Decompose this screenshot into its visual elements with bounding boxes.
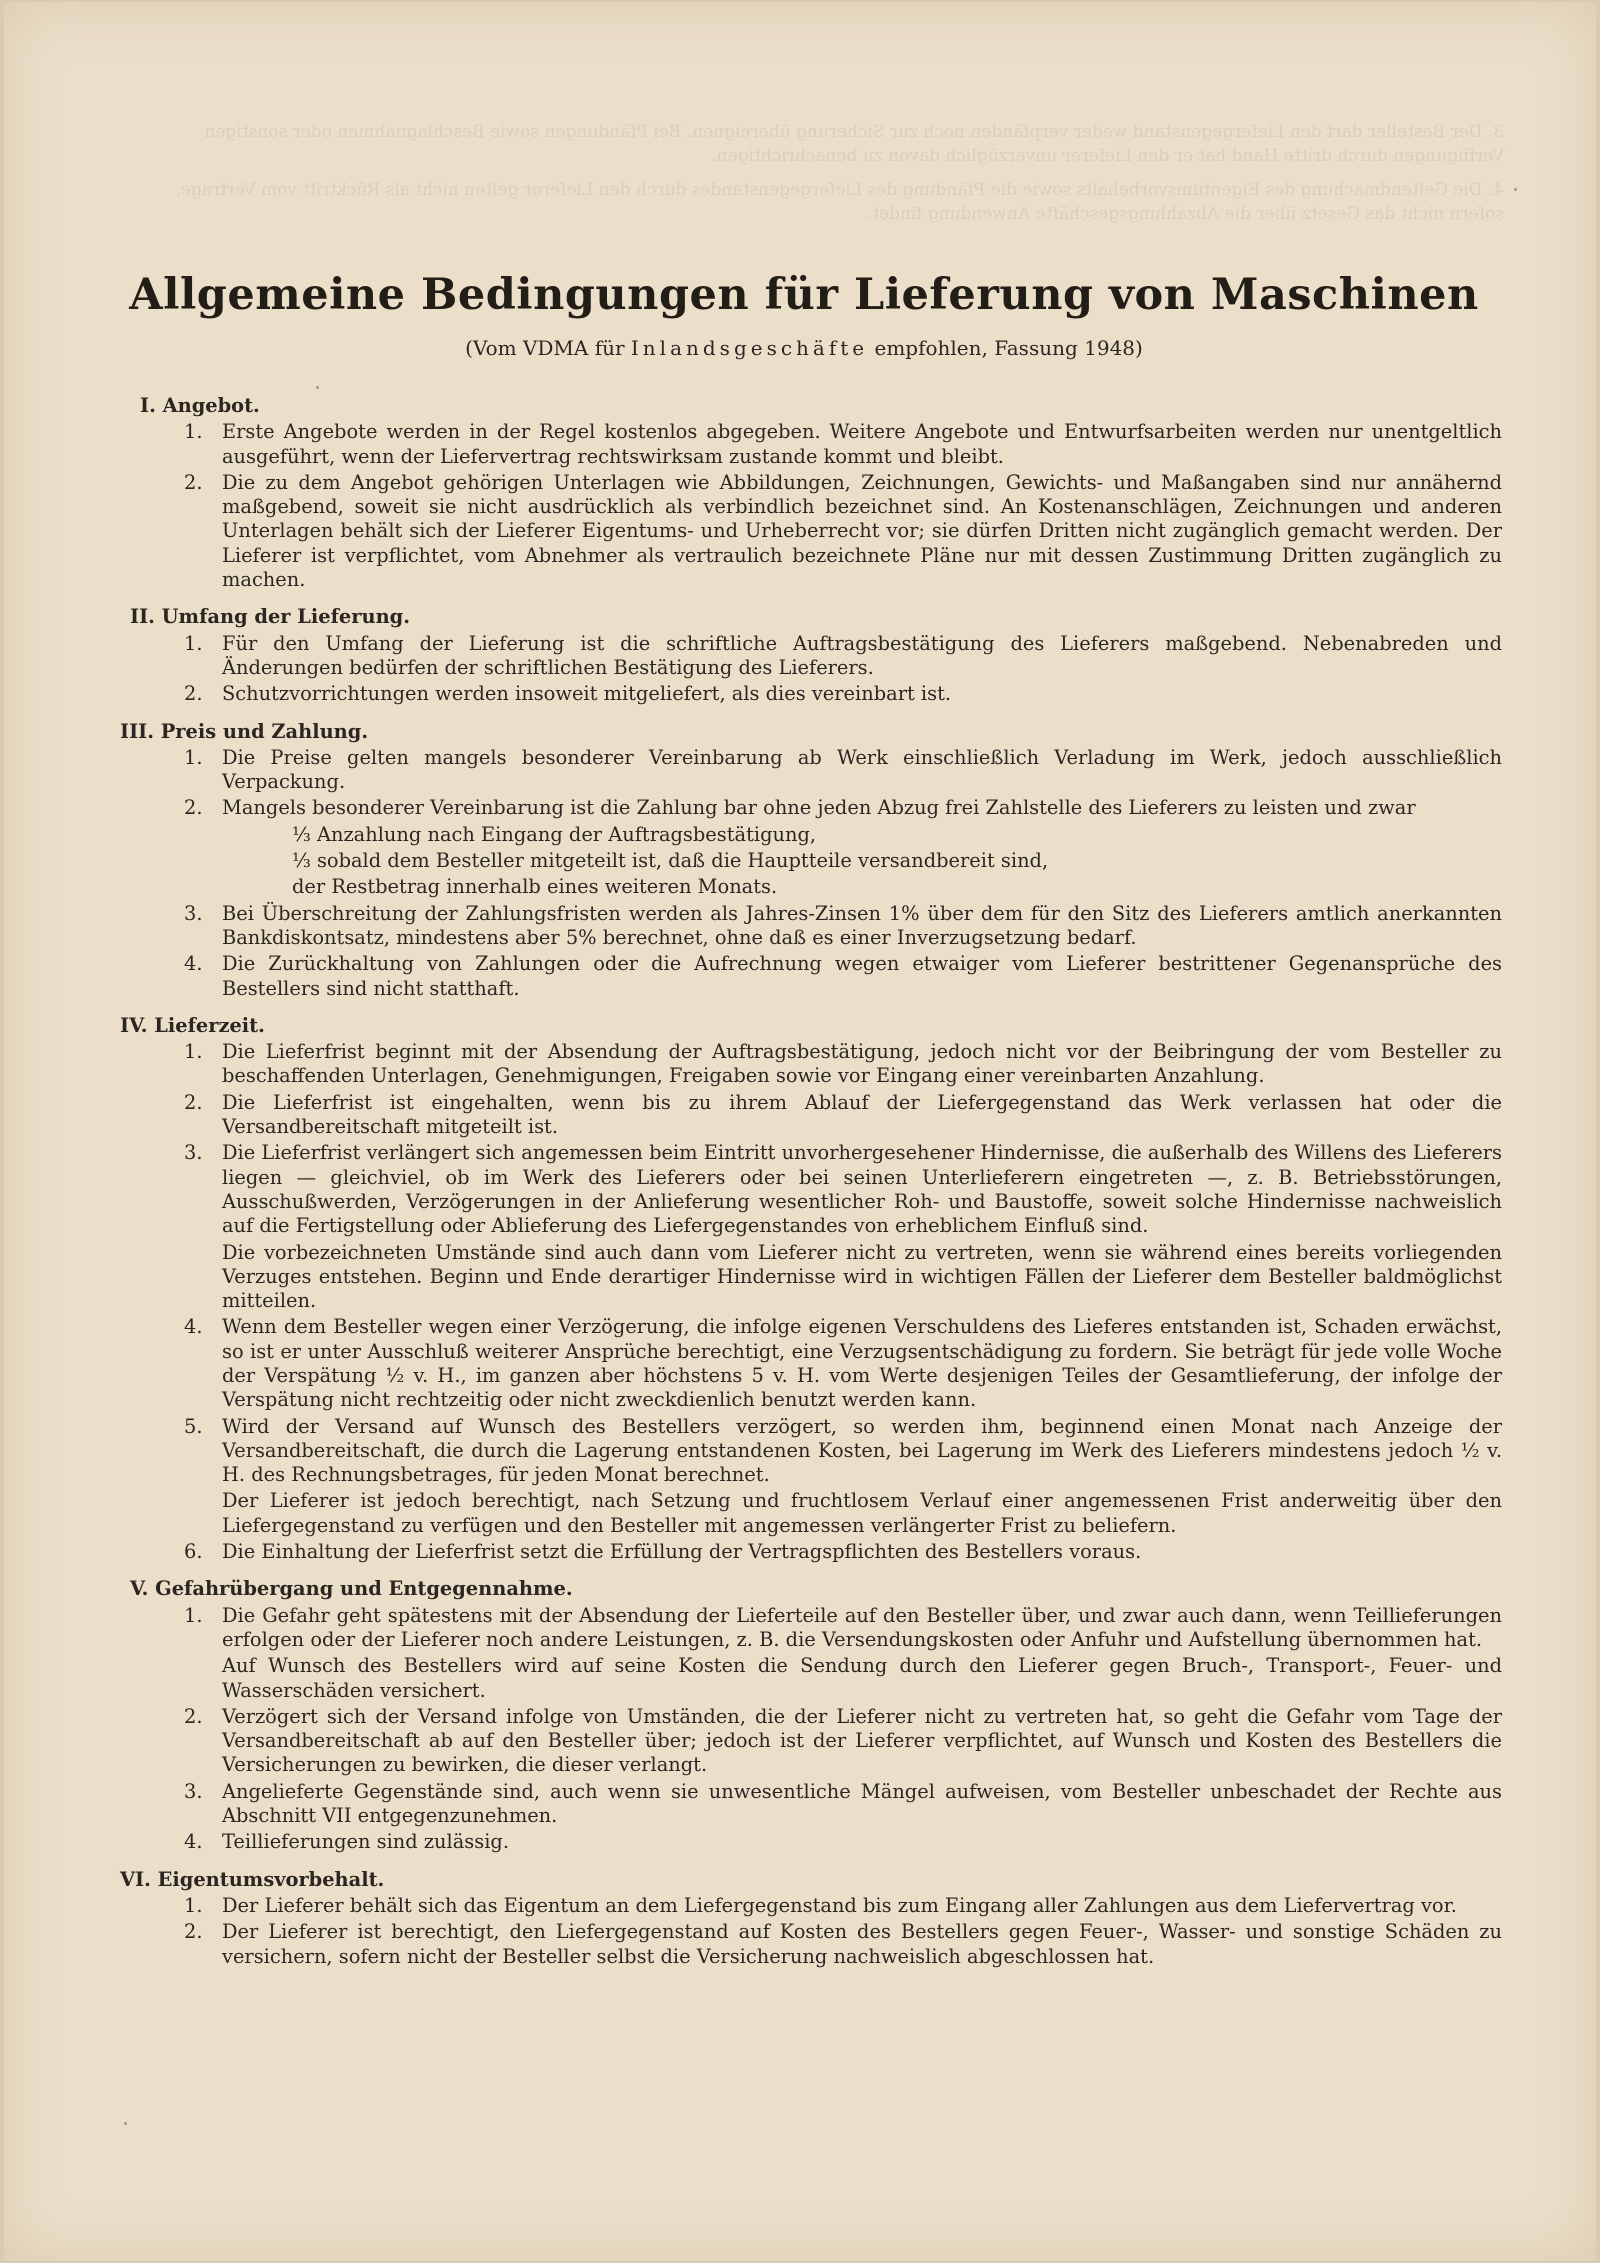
clause: 2. Verzögert sich der Versand infolge von Umständen, die der Lieferer nicht zu vertreten hat, so geht die Gefahr vom Tage der Versandbereitschaft ab auf den Besteller über; jedoch ist der Lieferer verpflichtet, auf Wunsch und Kosten des Bestellers die Versicherungen zu bewirken, die dieser verlangt.: [184, 1704, 1502, 1777]
clause: 2. Mangels besonderer Vereinbarung ist die Zahlung bar ohne jeden Abzug frei Zahlstelle des Lieferers zu leisten und zwar: [184, 796, 1416, 820]
document-title: Allgemeine Bedingungen für Lieferung von Maschinen: [129, 270, 1479, 320]
payment-term: ⅓ sobald dem Besteller mitgeteilt ist, daß die Hauptteile versandbereit sind,: [292, 849, 1049, 873]
section-preis: [112, 720, 1502, 1001]
clause-continuation: Die vorbezeichneten Umstände sind auch dann vom Lieferer nicht zu vertreten, wenn sie während eines bereits vorliegenden Verzuges entstehen. Beginn und Ende derartiger Hindernisse wird in wichtigen Fällen der Lieferer dem Besteller baldmöglichst mitteilen.: [222, 1240, 1502, 1313]
section-heading: VI. Eigentumsvorbehalt.: [120, 1867, 385, 1891]
clause: 3. Angelieferte Gegenstände sind, auch wenn sie unwesentliche Mängel aufweisen, vom Besteller unbeschadet der Rechte aus Abschnitt VII entgegenzunehmen.: [184, 1779, 1502, 1828]
clause: 4. Teillieferungen sind zulässig.: [184, 1830, 509, 1854]
clause-continuation: Der Lieferer ist jedoch berechtigt, nach Setzung und fruchtlosem Verlauf einer angemessenen Frist anderweitig über den Liefergegenstand zu verfügen und den Besteller mit angemessen verlängerter Frist zu beliefern.: [222, 1489, 1502, 1537]
show-through-text: 3. Der Besteller darf den Liefergegenstand weder verpfänden noch zur Sicherung übereignen. Bei Pfändungen sowie Beschlagnahmen oder sonstigen Verfügungen durch dritte Hand hat er den Lieferer unverzüglich davon zu benachrichtigen. 4. Die Geltendmachung des Eigentumsvorbehalts sowie die Pfändung des Liefergegenstandes durch den Lieferer gelten nicht als Rücktritt vom Vertrage, sofern nicht das Gesetz über die Abzahlungsgeschäfte Anwendung findet.: [175, 122, 1504, 224]
section-heading: III. Preis und Zahlung.: [120, 719, 369, 743]
section-heading: II. Umfang der Lieferung.: [130, 605, 410, 629]
clause: 2. Der Lieferer ist berechtigt, den Liefergegenstand auf Kosten des Bestellers gegen Feuer-, Wasser- und sonstige Schäden zu versichern, sofern nicht der Besteller selbst die Versicherung nachweislich abgeschlossen hat.: [184, 1920, 1502, 1968]
payment-term: ⅓ Anzahlung nach Eingang der Auftragsbestätigung,: [292, 822, 817, 846]
clause: 2. Schutzvorrichtungen werden insoweit mitgeliefert, als dies vereinbart ist.: [184, 682, 952, 706]
clause: 4. Die Zurückhaltung von Zahlungen oder die Aufrechnung wegen etwaiger vom Lieferer bestrittener Gegenansprüche des Bestellers sind nicht statthaft.: [184, 952, 1502, 1000]
clause: 1. Der Lieferer behält sich das Eigentum an dem Liefergegenstand bis zum Eingang aller Zahlungen aus dem Liefervertrag vor.: [184, 1893, 1457, 1917]
document-subtitle: (Vom VDMA für Inlandsgeschäfte empfohlen, Fassung 1948): [465, 336, 1143, 360]
section-gefahruebergang: [112, 1577, 1502, 1854]
clause: 1. Die Preise gelten mangels besonderer Vereinbarung ab Werk einschließlich Verladung im Werk, jedoch ausschließlich Verpackung.: [184, 745, 1502, 794]
payment-term: der Restbetrag innerhalb eines weiteren Monats.: [292, 875, 778, 899]
clause: 5. Wird der Versand auf Wunsch des Bestellers verzögert, so werden ihm, beginnend einen Monat nach Anzeige der Versandbereitschaft, die durch die Lagerung entstandenen Kosten, bei Lagerung im Werk des Lieferers mindestens jedoch ½ v. H. des Rechnungsbetrages, für jeden Monat berechnet.: [184, 1414, 1502, 1487]
clause: 2. Die Lieferfrist ist eingehalten, wenn bis zu ihrem Ablauf der Liefergegenstand das Werk verlassen hat oder die Versandbereitschaft mitgeteilt ist.: [184, 1090, 1502, 1139]
clause: 3. Bei Überschreitung der Zahlungsfristen werden als Jahres-Zinsen 1% über dem für den Sitz des Lieferers amtlich anerkannten Bankdiskontsatz, mindestens aber 5% berechnet, ohne daß es einer Inverzugsetzung bedarf.: [184, 901, 1502, 949]
section-heading: I. Angebot.: [140, 394, 260, 417]
clause: 1. Die Lieferfrist beginnt mit der Absendung der Auftragsbestätigung, jedoch nicht vor der Beibringung der vom Besteller zu beschaffenden Unterlagen, Genehmigungen, Freigaben sowie vor Eingang einer vereinbarten Anzahlung.: [184, 1040, 1502, 1088]
paper-speck: [316, 386, 319, 389]
document-page: [4, 2, 1596, 2261]
section-heading: IV. Lieferzeit.: [120, 1013, 265, 1037]
clause: 3. Die Lieferfrist verlängert sich angemessen beim Eintritt unvorhergesehener Hindernisse, die außerhalb des Willens des Lieferers liegen — gleichviel, ob im Werk des Lieferers oder bei seinen Unterlieferern eingetreten —, z. B. Betriebsstörungen, Ausschußwerden, Verzögerungen in der Anlieferung wesentlicher Roh- und Baustoffe, soweit solche Hindernisse nachweislich auf die Fertigstellung oder Ablieferung des Liefergegenstandes von erheblichem Einfluß sind.: [184, 1141, 1502, 1238]
document-body: [112, 394, 1502, 1982]
section-heading: V. Gefahrübergang und Entgegennahme.: [130, 1577, 573, 1601]
clause: 6. Die Einhaltung der Lieferfrist setzt die Erfüllung der Vertragspflichten des Bestellers voraus.: [184, 1540, 1142, 1564]
section-angebot: [112, 394, 1502, 592]
section-umfang: [112, 605, 1502, 706]
clause: 4. Wenn dem Besteller wegen einer Verzögerung, die infolge eigenen Verschuldens des Lieferes entstanden ist, Schaden erwächst, so ist er unter Ausschluß weiterer Ansprüche berechtigt, eine Verzugsentschädigung zu fordern. Sie beträgt für jede volle Woche der Verspätung ½ v. H., im ganzen aber höchstens 5 v. H. vom Werte desjenigen Teiles der Gesamtlieferung, der infolge der Verspätung nicht rechtzeitig oder nicht zweckdienlich benutzt werden kann.: [184, 1315, 1502, 1412]
clause: 2. Die zu dem Angebot gehörigen Unterlagen wie Abbildungen, Zeichnungen, Gewichts- und Maßangaben sind nur annähernd maßgebend, soweit sie nicht ausdrücklich als verbindlich bezeichnet sind. An Kostenanschlägen, Zeichnungen und anderen Unterlagen behält sich der Lieferer Eigentums- und Urheberrecht vor; sie dürfen Dritten nicht zugänglich gemacht werden. Der Lieferer ist verpflichtet, vom Abnehmer als vertraulich bezeichnete Pläne nur mit dessen Zustimmung Dritten zugänglich zu machen.: [184, 470, 1502, 592]
section-lieferzeit: [112, 1014, 1502, 1565]
clause-continuation: Auf Wunsch des Bestellers wird auf seine Kosten die Sendung durch den Lieferer gegen Bruch-, Transport-, Feuer- und Wasserschäden versichert.: [222, 1654, 1502, 1702]
paper-speck: [1514, 188, 1517, 191]
clause: 1. Die Gefahr geht spätestens mit der Absendung der Lieferteile auf den Besteller über, und zwar auch dann, wenn Teillieferungen erfolgen oder der Lieferer noch andere Leistungen, z. B. die Versendungskosten oder Anfuhr und Aufstellung übernommen hat.: [184, 1603, 1502, 1651]
clause: 1. Erste Angebote werden in der Regel kostenlos abgegeben. Weitere Angebote und Entwurfsarbeiten werden nur unentgeltlich ausgeführt, wenn der Liefervertrag rechtswirksam zustande kommt und bleibt.: [184, 420, 1502, 468]
paper-speck: [124, 2122, 127, 2125]
clause: 1. Für den Umfang der Lieferung ist die schriftliche Auftragsbestätigung des Lieferers maßgebend. Nebenabreden und Änderungen bedürfen der schriftlichen Bestätigung des Lieferers.: [184, 631, 1502, 679]
section-eigentumsvorbehalt: [112, 1868, 1502, 1969]
